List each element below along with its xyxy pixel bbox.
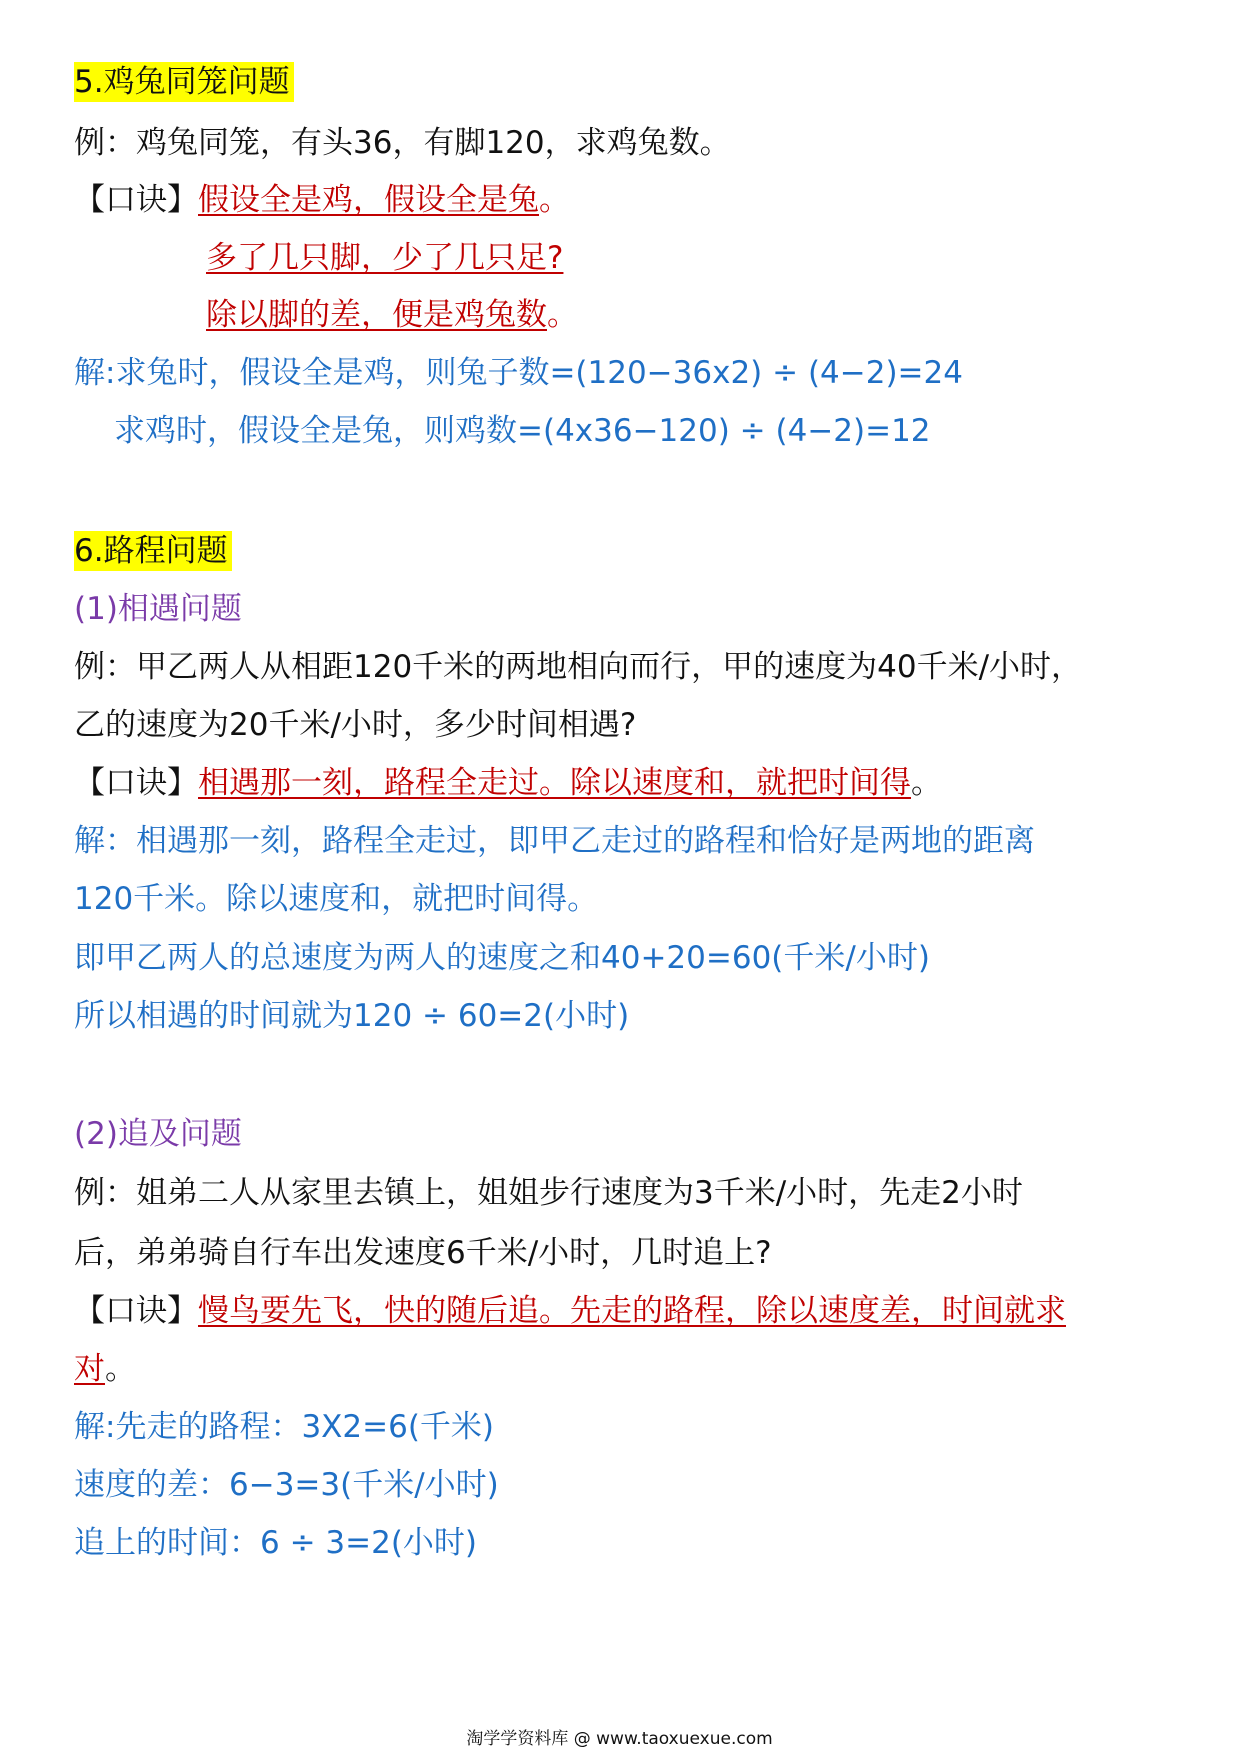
section6-sub2-title: (2)追及问题 [74, 1116, 242, 1152]
section6-sub2-koujue-line1 [74, 1289, 1066, 1333]
koujue-label: 【口诀】 [74, 765, 198, 801]
section6-sub1-title: (1)相遇问题 [74, 591, 242, 627]
section6-sub2-solution-line3: 追上的时间：6 ÷ 3=2(小时) [74, 1525, 478, 1561]
footer-watermark: 淘学学资料库 @ www.taoxuexue.com [466, 1729, 773, 1749]
section6-sub1-example-line2: 乙的速度为20千米/小时，多少时间相遇? [74, 707, 637, 743]
section6-sub1-solution-line4: 所以相遇的时间就为120 ÷ 60=2(小时) [74, 998, 630, 1034]
section6-sub2-solution-line2: 速度的差：6−3=3(千米/小时) [74, 1467, 499, 1503]
section6-heading: 6.路程问题 [74, 531, 232, 571]
section5-koujue-line3 [206, 293, 578, 337]
section6-sub2-example-line2: 后，弟弟骑自行车出发速度6千米/小时，几时追上? [74, 1235, 772, 1271]
section6-sub1-solution-line1: 解：相遇那一刻，路程全走过，即甲乙走过的路程和恰好是两地的距离 [74, 823, 1035, 859]
section6-sub1-example-line1: 例：甲乙两人从相距120千米的两地相向而行，甲的速度为40千米/小时， [74, 649, 1083, 685]
section5-heading-line [74, 60, 294, 104]
section5-solution-line1: 解:求兔时，假设全是鸡，则兔子数=(120−36x2) ÷ (4−2)=24 [74, 355, 963, 391]
section6-sub2-koujue-text2: 对 [74, 1351, 105, 1387]
section5-koujue-text2: 多了几只脚，少了几只足? [206, 240, 564, 276]
section6-sub2-koujue-end: 。 [105, 1351, 136, 1387]
koujue-label: 【口诀】 [74, 1293, 198, 1329]
section6-sub2-koujue-line2 [74, 1347, 136, 1391]
koujue-label: 【口诀】 [74, 182, 198, 218]
section6-sub1-solution-line3: 即甲乙两人的总速度为两人的速度之和40+20=60(千米/小时) [74, 940, 930, 976]
section6-heading-line [74, 529, 232, 573]
section6-sub2-koujue-text1: 慢鸟要先飞，快的随后追。先走的路程，除以速度差，时间就求 [198, 1293, 1066, 1329]
section5-heading: 5.鸡兔同笼问题 [74, 62, 294, 102]
section5-koujue-line2 [206, 236, 563, 280]
section5-solution-line2: 求鸡时，假设全是兔，则鸡数=(4x36−120) ÷ (4−2)=12 [114, 413, 931, 449]
section6-sub2-example-line1: 例：姐弟二人从家里去镇上，姐姐步行速度为3千米/小时，先走2小时 [74, 1175, 1023, 1211]
section6-sub1-solution-line2: 120千米。除以速度和，就把时间得。 [74, 881, 599, 917]
section5-koujue-text3-end: 。 [547, 297, 578, 333]
section6-sub1-koujue-text: 相遇那一刻，路程全走过。除以速度和，就把时间得 [198, 765, 911, 801]
section5-koujue-text1-end: 。 [539, 182, 570, 218]
section6-sub1-koujue-line [74, 761, 942, 805]
section5-koujue-text3: 除以脚的差，便是鸡兔数 [206, 297, 547, 333]
section5-koujue-line1 [74, 178, 570, 222]
section6-sub1-koujue-end: 。 [911, 765, 942, 801]
section5-example: 例：鸡兔同笼，有头36，有脚120，求鸡兔数。 [74, 125, 731, 161]
section5-koujue-text1: 假设全是鸡，假设全是兔 [198, 182, 539, 218]
section6-sub2-solution-line1: 解:先走的路程：3X2=6(千米) [74, 1409, 495, 1445]
